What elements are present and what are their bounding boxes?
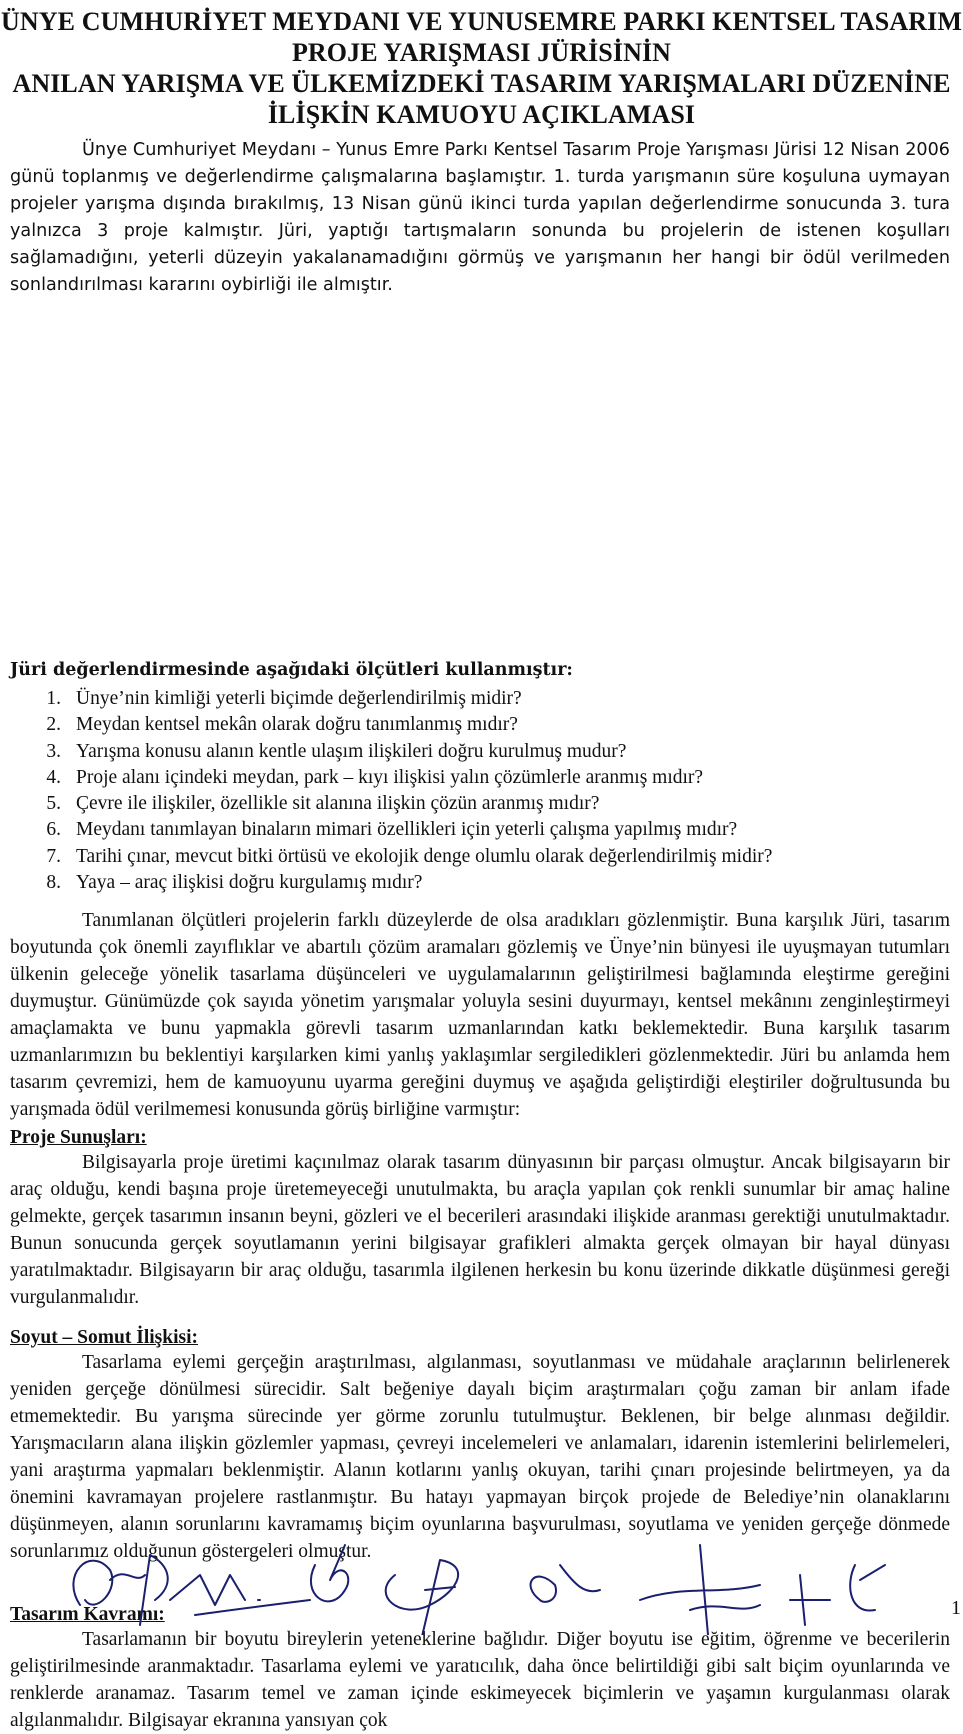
criteria-heading: Jüri değerlendirmesinde aşağıdaki ölçütleri kullanmıştır:: [10, 660, 573, 680]
section-text-soyut-somut: Tasarlama eylemi gerçeğin araştırılması, algılanması, soyutlanması ve müdahale araçlarının belirlenerek yeniden gerçeğe dönülmesi sürecidir. Salt beğeniye dayalı biçim araştırmaları çoğu zaman bir anlam ifade etmemektedir. Bu yarışma sürecinde yer görme zorunlu tutulmuştur. Beklenen, bir belge alınması değildir. Yarışmacıların alana ilişkin gözlemler yapması, çevreyi incelemeleri ve anlamaları, idarenin istemlerini belirlemeleri, yani araştırma yapmaları beklenmiştir. Alanın kotlarını yanlış okuyan, tarihi çınarı projesinde belirtmeyen, ya da önemini kavramayan projelere rastlanmıştır. Bu hatayı yapmayan birçok projede de Belediye’nin olanaklarını düşünmeyen, alanın sorunlarını kavramamış biçim oyunlarına başvurulması, soyutlama ve yeniden gerçeğe dönmede sorunlarımız olduğunun göstergeleri olmuştur.: [10, 1352, 950, 1562]
signature-3: [311, 1545, 348, 1601]
intro-paragraph: Ünye Cumhuriyet Meydanı – Yunus Emre Parkı Kentsel Tasarım Proje Yarışması Jürisi 12 Nisan 2006 günü toplanmış ve değerlendirme çalışmalarına başlamıştır. 1. turda yarışmanın süre koşuluna uymayan projeler yarışma dışında bırakılmış, 13 Nisan günü ikinci turda yapılan değerlendirme sonucunda 3. tura yalnızca 3 proje kalmıştır. Jüri, yaptığı tartışmaların sonunda bu projelerin de istenen koşulları sağlamadığını, yeterli düzeyin yakalanamadığını görmüş ve yarışmanın her hangi bir ödül verilmeden sonlandırılması kararını oybirliği ile almıştır.: [10, 140, 950, 295]
criteria-item: 3. Yarışma konusu alanın kentle ulaşım ilişkileri doğru kurulmuş mudur?: [46, 740, 627, 762]
section-text-tasarim-kavrami: Tasarlamanın bir boyutu bireylerin yeteneklerine bağlıdır. Diğer boyutu ise eğitim, öğrenme ve becerilerin geliştirilmesinde aranmaktadır. Tasarlama eylemi ve yaratıcılık, daha önce belirtildiği gibi salt biçim oyunlarında ve renklerde aranamaz. Tasarım temel ve zaman içinde eskimeyecek biçimlerin ve yaşamın kurgulanması olarak algılanmalıdır. Bilgisayar ekranına yansıyan çok: [10, 1629, 950, 1731]
signature-7: [790, 1565, 885, 1625]
title-line: ÜNYE CUMHURİYET MEYDANI VE YUNUSEMRE PARKI KENTSEL TASARIM: [1, 7, 962, 36]
page-number: 1: [951, 1597, 961, 1619]
section-heading-soyut-somut: Soyut – Somut İlişkisi:: [10, 1327, 199, 1348]
signature-6: [640, 1545, 760, 1635]
criteria-item: 5. Çevre ile ilişkiler, özellikle sit alanına ilişkin çözün aranmış mıdır?: [46, 793, 600, 815]
title-line: İLİŞKİN KAMUOYU AÇIKLAMASI: [267, 100, 696, 129]
signature-1: [73, 1555, 167, 1625]
criteria-list: [0, 686, 940, 896]
signature-2: [170, 1575, 310, 1615]
title-line: PROJE YARIŞMASI JÜRİSİNİN: [291, 38, 672, 67]
title-line: ANILAN YARIŞMA VE ÜLKEMİZDEKİ TASARIM YARIŞMALARI DÜZENİNE: [12, 69, 951, 98]
signature-4: [386, 1560, 458, 1635]
section-heading-tasarim-kavrami: Tasarım Kavramı:: [10, 1604, 165, 1625]
criteria-item: 7. Tarihi çınar, mevcut bitki örtüsü ve ekolojik denge olumlu olarak değerlendirilmiş midir?: [46, 845, 773, 867]
criteria-item: 2. Meydan kentsel mekân olarak doğru tanımlanmış mıdır?: [46, 714, 518, 736]
section-text-proje-sunuslari: Bilgisayarla proje üretimi kaçınılmaz olarak tasarım dünyasının bir parçası olmuştur. Ancak bilgisayarın bir araç olduğu, kendi başına proje üretemeyeceği unutulmakta, bu araçla yapılan çok renkli sunumlar bir amaç haline gelmekte, gerçek tasarımın insanın beyni, gözleri ve el becerileri arasındaki ilişkide aranması gerektiği unutulmaktadır. Bunun sonucunda gerçek soyutlamanın yerini bilgisayar grafikleri almakta gerçek olmayan bir hayal dünyası yaratılmaktadır. Bilgisayarın bir araç olduğu, tasarımla ilgilenen herkesin bu konu üzerinde dikkatle düşünmesi gereği vurgulanmalıdır.: [10, 1152, 950, 1308]
criteria-item: 1. Ünye’nin kimliği yeterli biçimde değerlendirilmiş midir?: [46, 688, 522, 709]
criteria-item: 6. Meydanı tanımlayan binaların mimari özellikleri için yeterli çalışma yapılmış mıdır?: [46, 819, 738, 841]
signature-5: [531, 1565, 600, 1602]
document-title: [0, 6, 963, 130]
evaluation-paragraph: Tanımlanan ölçütleri projelerin farklı düzeylerde de olsa aradıkları gözlenmiştir. Buna karşılık Jüri, tasarım boyutunda çok önemli zayıflıklar ve abartılı çözüm aramaları gözlemiş ve Ünye’nin bünyesi ile uyuşmayan tutumları ülkenin geleceğe yönelik tasarlama düşünceleri ve uygulamalarının geliştirilmesi bağlamında eleştirme gereğini duymuştur. Günümüzde çok sayıda yönetim yarışmalar yoluyla sesini duyurmayı, kentsel mekânını zenginleştirmeyi amaçlamakta ve bunu yapmakla görevli tasarım uzmanlarından katkı beklemektedir. Buna karşılık tasarım uzmanlarımızın bu beklentiyi karşılarken kimi yanlış yaklaşımlar sergiledikleri gözlenmektedir. Jüri bu anlamda hem tasarım çevremizi, hem de kamuoyunu uyarma gereğini duymuş ve aşağıda geliştirdiği eleştiriler doğrultusunda bu yarışmada ödül verilmemesi konusunda görüş birliğine varmıştır:: [10, 910, 950, 1120]
criteria-item: 8. Yaya – araç ilişkisi doğru kurgulamış mıdır?: [46, 872, 423, 894]
criteria-item: 4. Proje alanı içindeki meydan, park – kıyı ilişkisi yalın çözümlerle aranmış mıdır?: [46, 766, 704, 788]
jury-signatures: [0, 1505, 963, 1635]
section-heading-proje-sunuslari: Proje Sunuşları:: [10, 1127, 147, 1148]
